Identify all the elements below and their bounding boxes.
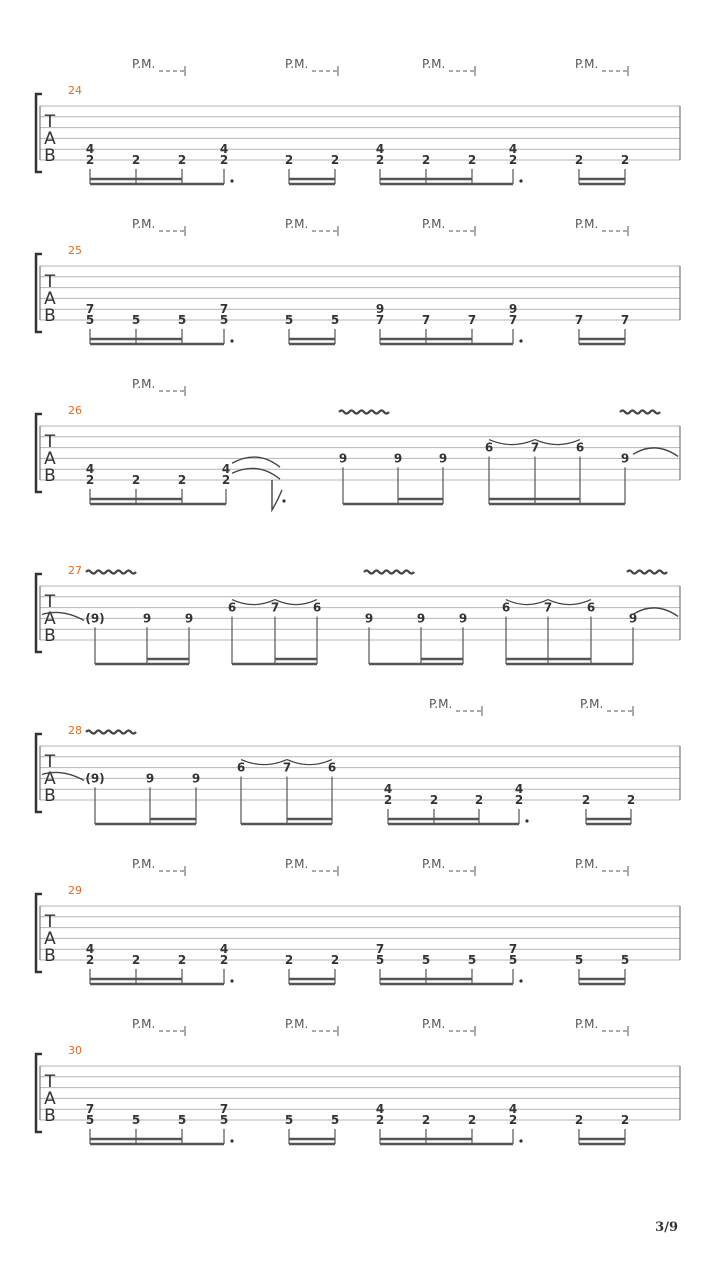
palm-mute-label: P.M.: [132, 857, 156, 871]
fret-number: 4: [219, 142, 229, 157]
page-number: 3/9: [655, 1220, 678, 1235]
fret-number: 2: [514, 793, 524, 807]
fret-number: 7: [219, 302, 229, 317]
fret-number: 6: [227, 600, 237, 615]
fret-number: 7: [270, 600, 280, 615]
slur-arc: [275, 600, 317, 605]
palm-mute-label: P.M.: [422, 217, 446, 231]
fret-number: 2: [219, 953, 229, 967]
slur-arc: [548, 600, 591, 605]
fret-number: 2: [383, 793, 393, 807]
fret-number: 2: [85, 953, 95, 967]
fret-number: 2: [177, 473, 187, 487]
fret-number: 6: [586, 600, 596, 615]
fret-number: 9: [375, 302, 385, 317]
vibrato-mark: [364, 571, 414, 574]
fret-number: 2: [284, 153, 294, 167]
tab-system-26: [36, 377, 680, 510]
fret-number: 6: [575, 440, 585, 455]
palm-mute-label: P.M.: [575, 217, 599, 231]
fret-number: 7: [467, 313, 477, 327]
fret-number: 4: [219, 942, 229, 957]
palm-mute-label: P.M.: [575, 57, 599, 71]
slur-arc: [506, 600, 548, 605]
fret-number: 2: [474, 793, 484, 807]
fret-number: (9): [85, 611, 105, 626]
tab-letter-b: B: [44, 146, 56, 166]
measure-number: 27: [68, 564, 82, 577]
fret-number: 7: [375, 942, 385, 957]
tab-letter-t: T: [44, 272, 56, 292]
tie-arc: [232, 468, 280, 479]
tab-letter-b: B: [44, 466, 56, 486]
fret-number: 5: [574, 953, 584, 967]
measure-number: 30: [68, 1044, 82, 1057]
fret-number: 2: [131, 473, 141, 487]
fret-number: 2: [330, 953, 340, 967]
tab-letter-a: A: [44, 449, 56, 469]
palm-mute-label: P.M.: [580, 697, 604, 711]
fret-number: 7: [508, 942, 518, 957]
fret-number: 7: [85, 1102, 95, 1117]
fret-number: (9): [85, 771, 105, 786]
fret-number: 4: [514, 782, 524, 797]
fret-number: 9: [184, 611, 194, 626]
fret-number: 2: [177, 953, 187, 967]
fret-number: 2: [508, 153, 518, 167]
fret-number: 7: [508, 313, 518, 327]
note-flag: [272, 480, 282, 510]
fret-number: 2: [375, 153, 385, 167]
tab-system-25: [36, 217, 680, 344]
fret-number: 6: [236, 760, 246, 775]
fret-number: 2: [375, 1113, 385, 1127]
slur-arc: [241, 760, 287, 765]
fret-number: 2: [508, 1113, 518, 1127]
vibrato-mark: [339, 411, 389, 414]
fret-number: 4: [383, 782, 393, 797]
tab-letter-t: T: [44, 112, 56, 132]
fret-number: 7: [375, 313, 385, 327]
slur-arc: [535, 440, 580, 445]
fret-number: 2: [574, 1113, 584, 1127]
tab-letter-a: A: [44, 289, 56, 309]
fret-number: 2: [421, 1113, 431, 1127]
fret-number: 5: [421, 953, 431, 967]
fret-number: 4: [375, 142, 385, 157]
tab-letter-t: T: [44, 1072, 56, 1092]
fret-number: 2: [574, 153, 584, 167]
tab-letter-t: T: [44, 592, 56, 612]
fret-number: 9: [620, 451, 630, 466]
fret-number: 9: [338, 451, 348, 466]
fret-number: 2: [330, 153, 340, 167]
fret-number: 5: [177, 313, 187, 327]
fret-number: 5: [330, 1113, 340, 1127]
tab-letter-b: B: [44, 946, 56, 966]
palm-mute-label: P.M.: [285, 57, 309, 71]
fret-number: 5: [131, 313, 141, 327]
tab-system-27: [36, 564, 680, 664]
palm-mute-label: P.M.: [422, 57, 446, 71]
tab-letter-b: B: [44, 626, 56, 646]
fret-number: 6: [501, 600, 511, 615]
fret-number: 6: [312, 600, 322, 615]
fret-number: 9: [393, 451, 403, 466]
fret-number: 5: [620, 953, 630, 967]
fret-number: 2: [581, 793, 591, 807]
tab-letter-t: T: [44, 752, 56, 772]
fret-number: 9: [142, 611, 152, 626]
dot-mark: [282, 499, 285, 502]
fret-number: 2: [620, 1113, 630, 1127]
fret-number: 9: [416, 611, 426, 626]
fret-number: 9: [364, 611, 374, 626]
slur-arc: [489, 440, 535, 445]
fret-number: 2: [85, 153, 95, 167]
fret-number: 7: [574, 313, 584, 327]
tie-arc: [633, 448, 678, 457]
fret-number: 4: [85, 462, 95, 477]
fret-number: 2: [221, 473, 231, 487]
fret-number: 5: [177, 1113, 187, 1127]
fret-number: 4: [508, 1102, 518, 1117]
fret-number: 4: [85, 142, 95, 157]
fret-number: 5: [330, 313, 340, 327]
fret-number: 9: [191, 771, 201, 786]
palm-mute-label: P.M.: [132, 217, 156, 231]
fret-number: 5: [284, 1113, 294, 1127]
tab-system-28: [36, 697, 680, 824]
fret-number: 5: [467, 953, 477, 967]
fret-number: 7: [620, 313, 630, 327]
fret-number: 7: [282, 760, 292, 775]
tab-letter-t: T: [44, 912, 56, 932]
dot-mark: [230, 979, 233, 982]
fret-number: 2: [177, 153, 187, 167]
palm-mute-label: P.M.: [132, 1017, 156, 1031]
fret-number: 2: [467, 1113, 477, 1127]
tab-system-30: [36, 1017, 680, 1144]
palm-mute-label: P.M.: [575, 857, 599, 871]
dot-mark: [230, 339, 233, 342]
tab-letter-a: A: [44, 769, 56, 789]
fret-number: 7: [543, 600, 553, 615]
fret-number: 5: [508, 953, 518, 967]
palm-mute-label: P.M.: [422, 1017, 446, 1031]
palm-mute-label: P.M.: [132, 377, 156, 391]
fret-number: 9: [508, 302, 518, 317]
measure-number: 26: [68, 404, 82, 417]
dot-mark: [525, 819, 528, 822]
fret-number: 7: [421, 313, 431, 327]
tab-letter-a: A: [44, 929, 56, 949]
fret-number: 2: [429, 793, 439, 807]
fret-number: 7: [219, 1102, 229, 1117]
tab-system-29: [36, 857, 680, 984]
measure-number: 24: [68, 84, 82, 97]
tab-letter-a: A: [44, 609, 56, 629]
dot-mark: [519, 339, 522, 342]
fret-number: 2: [131, 153, 141, 167]
fret-number: 4: [221, 462, 231, 477]
fret-number: 7: [85, 302, 95, 317]
vibrato-mark: [627, 571, 667, 574]
fret-number: 5: [219, 1113, 229, 1127]
palm-mute-label: P.M.: [285, 217, 309, 231]
measure-number: 29: [68, 884, 82, 897]
fret-number: 6: [484, 440, 494, 455]
tab-letter-a: A: [44, 129, 56, 149]
fret-number: 5: [375, 953, 385, 967]
fret-number: 4: [375, 1102, 385, 1117]
dot-mark: [519, 1139, 522, 1142]
tab-letter-b: B: [44, 306, 56, 326]
fret-number: 6: [327, 760, 337, 775]
fret-number: 5: [131, 1113, 141, 1127]
fret-number: 4: [508, 142, 518, 157]
tab-letter-t: T: [44, 432, 56, 452]
palm-mute-label: P.M.: [429, 697, 453, 711]
fret-number: 2: [626, 793, 636, 807]
tab-letter-b: B: [44, 1106, 56, 1126]
palm-mute-label: P.M.: [285, 857, 309, 871]
dot-mark: [230, 179, 233, 182]
fret-number: 2: [284, 953, 294, 967]
dot-mark: [519, 979, 522, 982]
measure-number: 25: [68, 244, 82, 257]
dot-mark: [519, 179, 522, 182]
fret-number: 2: [131, 953, 141, 967]
fret-number: 2: [467, 153, 477, 167]
fret-number: 5: [219, 313, 229, 327]
slur-arc: [232, 600, 275, 605]
fret-number: 2: [620, 153, 630, 167]
fret-number: 9: [628, 611, 638, 626]
palm-mute-label: P.M.: [132, 57, 156, 71]
fret-number: 9: [145, 771, 155, 786]
palm-mute-label: P.M.: [575, 1017, 599, 1031]
fret-number: 5: [284, 313, 294, 327]
tie-arc: [633, 608, 678, 617]
slur-arc: [287, 760, 332, 765]
fret-number: 4: [85, 942, 95, 957]
vibrato-mark: [86, 571, 136, 574]
fret-number: 9: [438, 451, 448, 466]
fret-number: 2: [219, 153, 229, 167]
dot-mark: [230, 1139, 233, 1142]
tab-system-24: [36, 57, 680, 184]
vibrato-mark: [86, 731, 136, 734]
vibrato-mark: [620, 411, 660, 414]
measure-number: 28: [68, 724, 82, 737]
palm-mute-label: P.M.: [285, 1017, 309, 1031]
fret-number: 9: [458, 611, 468, 626]
fret-number: 5: [85, 313, 95, 327]
fret-number: 2: [421, 153, 431, 167]
fret-number: 5: [85, 1113, 95, 1127]
tab-letter-b: B: [44, 786, 56, 806]
fret-number: 7: [530, 440, 540, 455]
palm-mute-label: P.M.: [422, 857, 446, 871]
tab-letter-a: A: [44, 1089, 56, 1109]
fret-number: 2: [85, 473, 95, 487]
